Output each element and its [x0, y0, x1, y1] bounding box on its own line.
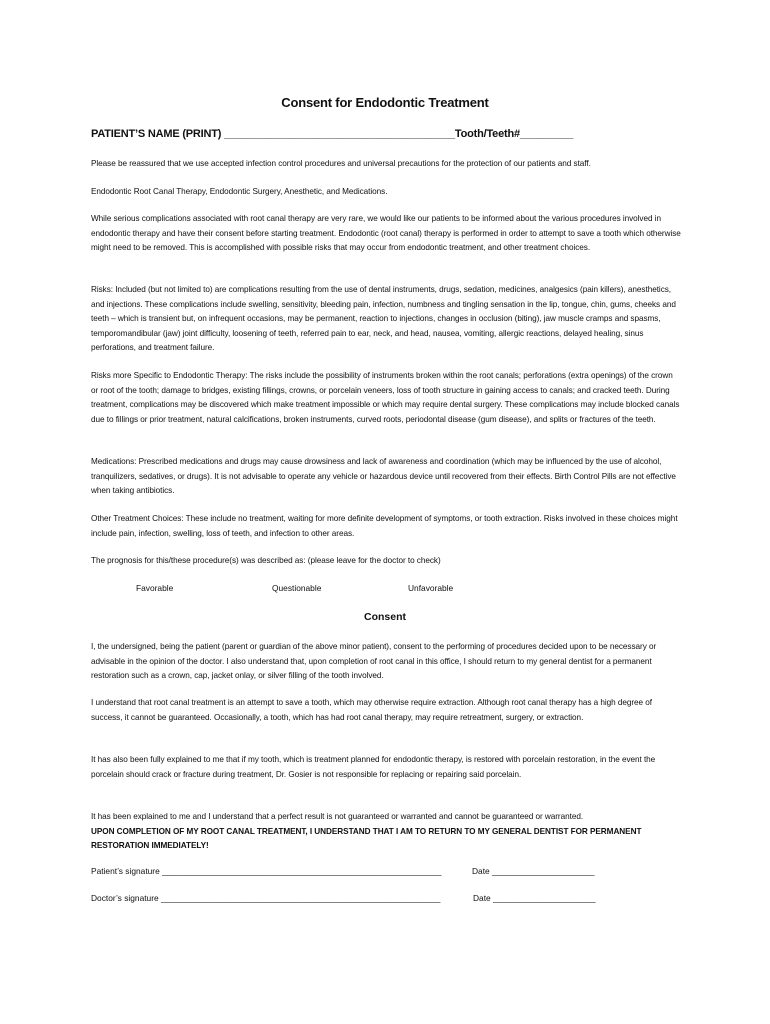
prognosis-option-questionable[interactable]: Questionable [272, 583, 322, 593]
patient-signature-line[interactable] [91, 866, 595, 876]
prognosis-prompt: The prognosis for this/these procedure(s) was described as: (please leave for the doctor to check) [91, 556, 441, 565]
consent-paragraph-1: I, the undersigned, being the patient (parent or guardian of the above minor patient), consent to the performing of procedures decided upon to be necessary or advisable in the opinion of the doctor. I also understand that, upon completion of root canal in this office, I should return to my general dentist for a permanent restoration such as a crown, cap, jacket onlay, or silver filling of the tooth involved. [91, 642, 657, 681]
doctor-signature-field[interactable]: Doctor’s signature ____________________________________________________________ [91, 893, 441, 903]
specific-risks-paragraph: Risks more Specific to Endodontic Therapy: The risks include the possibility of instruments broken within the root canals; perforations (extra openings) of the crown or root of the tooth; damage to bridges, existing fillings, crowns, or porcelain veneers, loss of tooth structure in gaining access to canals; and cracked teeth. During treatment, complications may be discovered which make treatment impossible or which may require dental surgery. These complications may include blocked canals due to fillings or prior treatment, natural calcifications, broken instruments, curved roots, periodontal disease (gum disease), and splits or fractures of the teeth. [91, 371, 680, 424]
prognosis-option-favorable[interactable]: Favorable [136, 583, 174, 593]
consent-paragraph-4-text: It has been explained to me and I understand that a perfect result is not guaranteed or warranted and cannot be guaranteed or warranted. [91, 812, 584, 821]
other-choices-paragraph: Other Treatment Choices: These include no treatment, waiting for more definite development of symptoms, or tooth extraction. Risks involved in these choices might include pain, infection, swelling, loss of teeth, and infection to other areas. [91, 514, 678, 538]
return-to-dentist-notice: UPON COMPLETION OF MY ROOT CANAL TREATMENT, I UNDERSTAND THAT I AM TO RETURN TO MY GENERAL DENTIST FOR PERMANENT RESTORATION IMMEDIATELY! [91, 826, 642, 851]
medications-paragraph: Medications: Prescribed medications and drugs may cause drowsiness and lack of awareness and coordination (which may be influenced by the use of alcohol, tranquilizers, sedatives, or drugs). It is not advisable to operate any vehicle or hazardous device until recovered from their effects. Birth Control Pills are not effective when taking antibiotics. [91, 457, 676, 496]
patient-date-field[interactable]: Date ______________________ [472, 866, 595, 876]
prognosis-option-unfavorable[interactable]: Unfavorable [408, 583, 454, 593]
doctor-date-field[interactable]: Date ______________________ [473, 893, 596, 903]
doctor-signature-line[interactable] [91, 893, 596, 903]
patient-signature-field[interactable]: Patient’s signature ____________________________________________________________ [91, 866, 442, 876]
patient-name-tooth-line: PATIENT’S NAME (PRINT) _______________________________________Tooth/Teeth#_________ [91, 128, 574, 140]
consent-heading: Consent [364, 611, 406, 623]
procedures-paragraph: Endodontic Root Canal Therapy, Endodontic Surgery, Anesthetic, and Medications. [91, 187, 388, 196]
complications-intro-paragraph: While serious complications associated with root canal therapy are very rare, we would like our patients to be informed about the various procedures involved in endodontic therapy and have their consent before starting treatment. Endodontic (root canal) therapy is performed in order to attempt to save a tooth which otherwise might need to be removed. This is accomplished with possible risks that may occur from endodontic treatment, and other treatment choices. [91, 214, 681, 253]
consent-paragraph-4 [91, 810, 681, 854]
form-title: Consent for Endodontic Treatment [281, 95, 489, 110]
consent-paragraph-2: I understand that root canal treatment is an attempt to save a tooth, which may otherwise require extraction. Although root canal therapy has a high degree of success, it cannot be guaranteed. Occasionally, a tooth, which has had root canal therapy, may require retreatment, surgery, or extraction. [91, 698, 653, 722]
intro-paragraph: Please be reassured that we use accepted infection control procedures and universal precautions for the protection of our patients and staff. [91, 159, 591, 168]
risks-paragraph: Risks: Included (but not limited to) are complications resulting from the use of dental instruments, drugs, sedation, medicines, analgesics (pain killers), anesthetics, and injections. These complications include swelling, sensitivity, bleeding pain, infection, numbness and tingling sensation in the lip, tongue, chin, gums, cheeks and teeth – which is transient but, on infrequent occasions, may be permanent, reaction to injections, changes in occlusion (biting), jaw muscle cramps and spasms, temporomandibular (jaw) joint difficulty, loosening of teeth, referred pain to ear, neck, and head, nausea, vomiting, allergic reactions, delayed healing, sinus perforations, and treatment failure. [91, 285, 676, 353]
consent-paragraph-3: It has also been fully explained to me that if my tooth, which is treatment planned for endodontic therapy, is restored with porcelain restoration, in the event the porcelain should crack or fracture during treatment, Dr. Gosier is not responsible for replacing or repairing said porcelain. [91, 755, 656, 779]
